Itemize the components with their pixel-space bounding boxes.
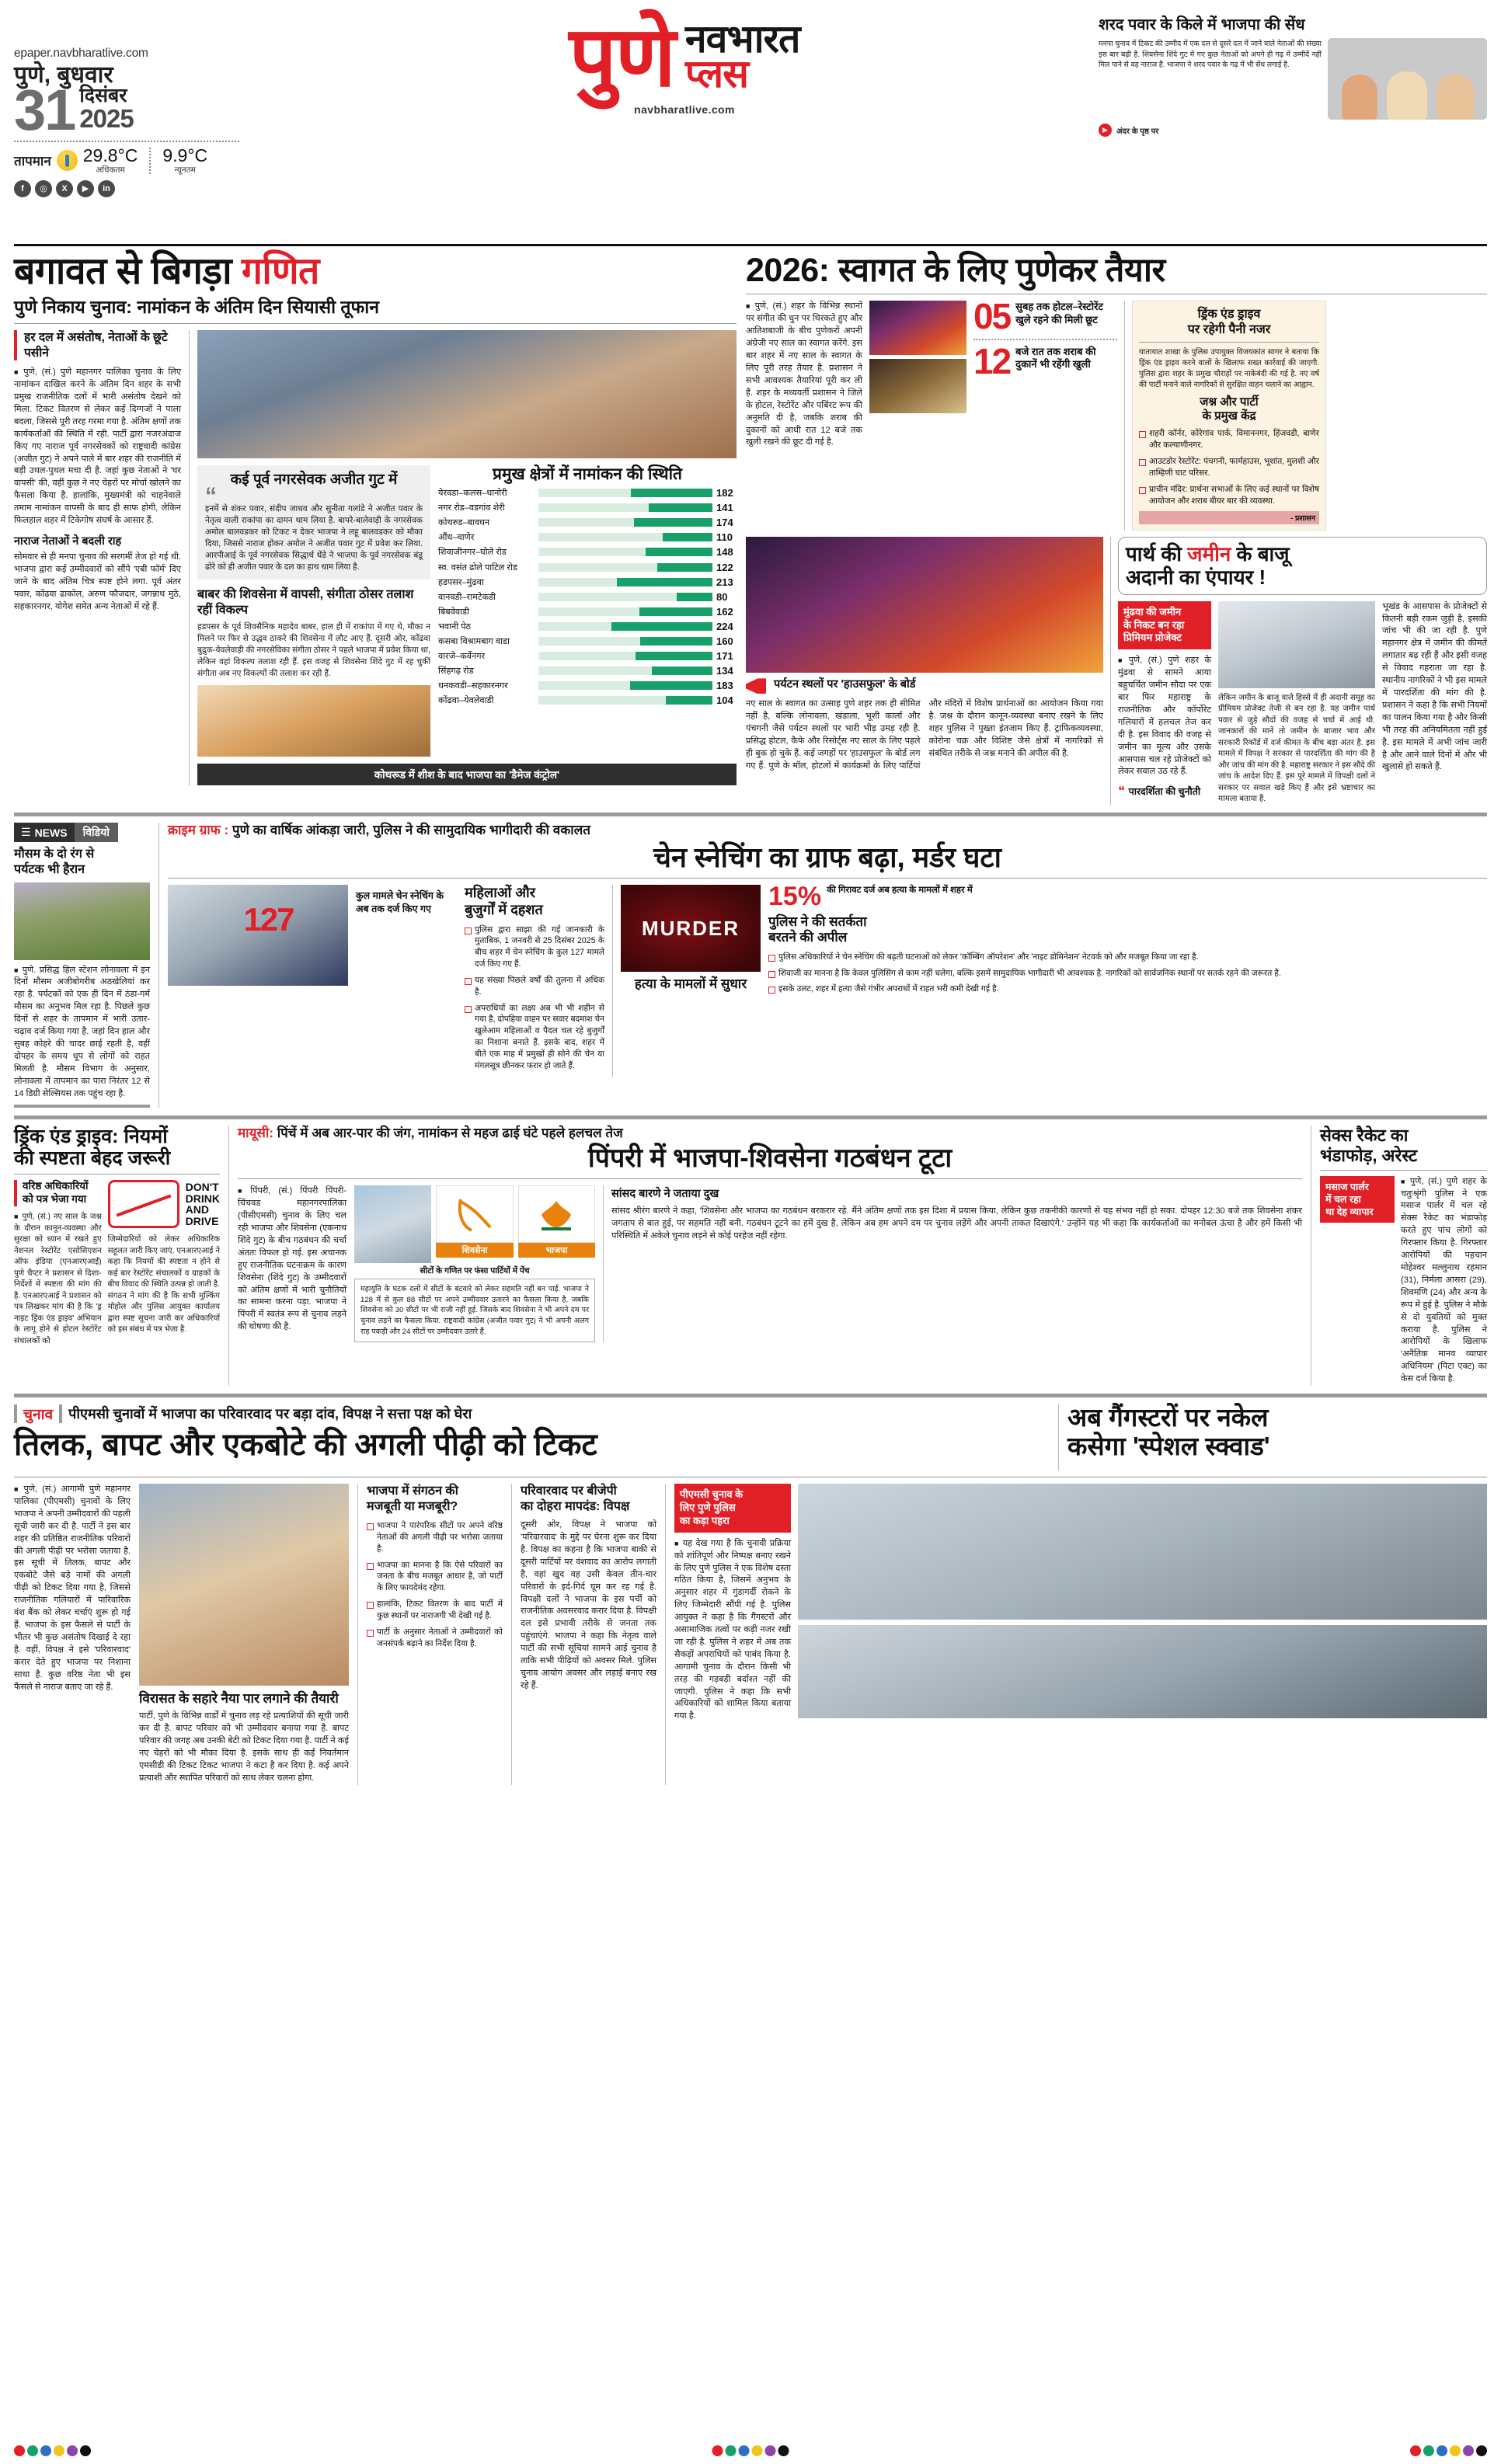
thermometer-icon (57, 150, 78, 171)
weather-story-head: मौसम के दो रंग से पर्यटक भी हैरान (14, 847, 95, 876)
lead-center-lower (746, 537, 1103, 805)
election-body1: ■ पुणे, (सं.) आगामी पुणे महानगर पालिका (पीएमसी) चुनावों के लिए भाजपा ने अपनी उम्मीदवारों की पहली सूची जारी कर दी है. पार्टी ने इस बार शहर की प्रतिष्ठित राजनीतिक परिवारों की अगली पीढ़ी पर भरोसा जताया है. इस सूची में तिलक, बापट और एकबोटे जैसे बड़े नामों की अगली पीढ़ी को टिकट दिया गया है, जिससे राजनीतिक गलियारों में पारिवारिक वंश बैंक को लेकर चर्चाएं शुरू हो गई हैं. भाजपा के इस फैसले से पार्टी के भीतर भी कुछ असंतोष दिखाई दे रहा है. वहीं, विपक्ष ने इसे 'परिवारवाद' करार देते हुए भाजपा पर निशाना साधा है. कुछ वरिष्ठ नेता भी इस फैसले से नाराज बताए जा रहे हैं. (14, 1484, 131, 1785)
chart-bar (677, 593, 712, 601)
chart-track (538, 637, 712, 646)
chart-bar (630, 681, 712, 690)
parth-tag-row (1118, 783, 1211, 799)
side2-head: परिवारवाद पर बीजेपी का दोहरा मापदंड: विपक्ष (521, 1484, 630, 1513)
chart-row (438, 680, 737, 691)
date-row (14, 78, 270, 143)
lead-center-photos (869, 301, 966, 531)
lead-left-kicker: हर दल में असंतोष, नेताओं के छूटे पसीने (14, 330, 181, 360)
logo-navbharat: नवभारत (684, 17, 800, 61)
legacy-body: पार्टी, पुणे के विभिन्न वार्डों में चुनाव लड़ रहे प्रत्याशियों की सूची जारी कर दी है. बापट परिवार को भी उम्मीदवार बनाया गया है. बापट परिवार की जगह अब उनकी बेटी को टिकट दिया गया है. पार्टी ने कई नए चेहरों को भी मौका दिया है. इसके साथ ही कई निवर्तमान एमसीडी की टिकट टिकट भाजपा ने कटा है कर दिया है. कई अपने प्रत्याशी और स्थापित परिवारों को साथ लेकर चलना होगा. (139, 1711, 349, 1783)
divider-vertical (149, 148, 151, 174)
crime-point: पुलिस अधिकारियों ने चेन स्नेचिंग की बढ़ती घटनाओं को लेकर 'कॉम्बिंग ऑपरेशन' और 'नाइट डोमिनेशन' नेटवर्क को और मजबूत किया जा रहा है. (768, 952, 1487, 963)
damage-control-banner: कोथरूड में शीश के बाद भाजपा का 'डैमेज कंट्रोल' (197, 764, 737, 785)
chart-row (438, 517, 737, 528)
chart-bar (666, 696, 712, 705)
chart-bar (646, 548, 712, 556)
chart-value: 162 (716, 605, 733, 618)
temp-min-value: 9.9°C (162, 145, 208, 165)
chart-value: 224 (716, 620, 733, 632)
mp-body: सांसद श्रीरंग बारणे ने कहा, 'शिवसेना और भाजपा का गठबंधन बरकरार रहे. मैंने अंतिम क्षणों तक इस दिशा में प्रयास किया, लेकिन कुछ तकनीकी कारणों से यह संभव नहीं हो सका. दोपहर 12:30 बजे तक शिवसेना शंकर जगताप से बात हुई, पर सहमति नहीं बनी. गठबंधन टूटने का हमें दुख है, लेकिन अब हम अपने दम पर चुनाव लड़ेंगे और अपनी ताकत दिखाएंगे.' उन्होंने यह भी कहा कि कार्यकर्ताओं का मनोबल ऊंचा है और हमें किसी भी परिस्थिति में अकेले चुनाव लड़ने से कोई परहेज नहीं रहेगा. (611, 1206, 1302, 1241)
pimpri-story (238, 1126, 1302, 1386)
chart-row (438, 665, 737, 677)
crime-point: इसके उलट, शहर में हत्या जैसे गंभीर अपराधों में राहत भरी कमी देखी गई है. (768, 983, 1487, 995)
chart-track (538, 563, 712, 572)
chart-bar (649, 503, 712, 512)
chart-category-label: औंध–वाणेर (438, 533, 475, 543)
drink-main-body2: जिम्मेदारियों को लेकर अधिकारिक सहूलत जारी किए जाएं. एनआरएआई ने कहा कि नियमों की स्पष्टता न होने से कई बार रेस्टोरेंट संचालकों व ग्राहकों के बीच विवाद की स्थिति उत्पन्न हो जाती है. संगठन ने मांग की है कि सभी मुल्किंग मोहोल और पुलिस आयुक्त कार्यालय द्वारा स्पष्ट सूचना जारी कर अधिकारियों को इस संबंध में पत्र भेजा है. (107, 1235, 220, 1335)
epaper-url[interactable]: epaper.navbharatlive.com (14, 47, 148, 60)
quote-box (197, 465, 430, 579)
pimpri-kicker-text: पिंचें में अब आर-पार की जंग, नामांकन से महज ढाई घंटे पहले हलचल तेज (273, 1126, 623, 1141)
lead-left-photo (197, 330, 737, 458)
temperature-max (83, 147, 138, 175)
parth-col2: लेकिन जमीन के बाजू वाले हिस्से में ही अदानी समूह का प्रीमियम प्रोजेक्ट तेजी से बन रहा है. यह जमीन पार्थ पवार से जुड़े सौदों की वजह से चर्चा में आई थी. जानकारों की मानें तो जमीन के बाजार भाव और सरकारी रिकॉर्ड में दर्ज कीमत के बीच बड़ा अंतर है. इस मामले में विपक्ष ने सरकार से पारदर्शिता की मांग की है और जांच की मांग की है. महाराष्ट्र सरकार ने इस सौदे की जांच के आदेश दिए हैं. इस पूरे मामले में विपक्षी दलों ने सरकार पर सवाल खड़े किए हैं और इसे भ्रष्टाचार का मामला बताया है. (1218, 693, 1375, 803)
chart-value: 182 (716, 487, 733, 499)
crime-points2 (768, 952, 1487, 995)
election-photo-col (139, 1484, 349, 1785)
chart-row (438, 487, 737, 499)
pimpri-kicker-red: मायूसी: (238, 1126, 273, 1141)
stat-12-number: 12 (973, 340, 1011, 381)
chart-value: 148 (716, 546, 733, 559)
chart-bar (617, 578, 712, 586)
lead-left-body1: ■ पुणे, (सं.) पुणे महानगर पालिका चुनाव के लिए नामांकन दाखिल करने के अंतिम दिन शहर के सभी प्रमुख राजनीतिक दलों में भारी असंतोष देखने को मिला. टिकट वितरण से लेकर कई दिग्गजों ने पाला बदला, जिससे पूरी तरह गरमा गया है. अंतिम क्षणों तक कार्यकर्ताओं की स्थिति में रही. पार्टी द्वारा नजरअंदाज किए गए नाराज पूर्व नगरसेवकों को राष्ट्रवादी कांग्रेस (अजीत गुट) ने अपने पाले में बार शहर की राजनीति में बड़ी उथल-पुथल मचा दी है. जहां कुछ नेताओं ने 'घर वापसी' की, वहीं कुछ ने नए चेहरों पर मोर्चा खोलने का फैसला किया है. हालांकि, मुख्यमंत्री को चाहनेवाले तमाम नामांकन वापसी के बाद ही साफ होगी, लेकिन फिलहाल शहर में टिकेगोष संघर्ष के आसार हैं. (14, 367, 181, 527)
chart-category-label: सिंहगढ़ रोड (438, 666, 474, 677)
crime-kicker-red: क्राइम ग्राफ : (168, 823, 229, 838)
drink-box-point: आउटडोर रेस्टोरेंट: पंचगनी, फार्महाउस, भूशांत, मुलशी और ताम्हिणी घाट परिसर. (1139, 456, 1319, 479)
chart-track (538, 696, 712, 705)
gangster-body: ■ यह देख गया है कि चुनावी प्रक्रिया को शांतिपूर्ण और निष्पक्ष बनाए रखने के लिए पुणे पुलिस ने एक विशेष दस्ता गठित किया है, जिसमें अनुभव के अनुसार शहर में गुंडागर्दी रोकने के लिए जिम्मेदारी सौंपी गई है. पुलिस आयुक्त ने कहा है कि गैंगस्टरों और असामाजिक तत्वों पर कड़ी नजर रखी जा रही है. पुलिस ने शहर में अब तक सैकड़ों अपराधियों को पाबंद किया है. आगामी चुनाव के दौरान किसी भी तरह की गड़बड़ी बर्दाश्त नहीं की जाएगी. पुलिस ने कहा कि सभी अधिकारियों को शामिल किया बताया गया है. (674, 1538, 791, 1724)
pimpri-mp-block (611, 1185, 1302, 1342)
chart-row (438, 502, 737, 513)
election-headline: तिलक, बापट और एकबोटे की अगली पीढ़ी को टिकट (14, 1428, 597, 1463)
pimpri-body1: ■ पिंपरी, (सं.) पिंपरी पिंपरी-चिंचवड महानगरपालिका (पीसीएमसी) चुनाव के लिए चल रही भाजपा और शिवसेना (एकनाथ शिंदे गुट) के बीच गठबंधन की चर्चा अंततः विफल हो गई. इस अचानक हुए राजनीतिक घटनाक्रम के कारण शिवसेना (शिंदे गुट) के उम्मीदवारों को अंतिम क्षणों में भारी चुनौतियों का सामना करना पड़ा. भाजपा ने पिंपरी में स्वतंत्र रूप से चुनाव लड़ने की घोषणा की है. (238, 1185, 347, 1342)
crime-kicker-text: पुणे का वार्षिक आंकड़ा जारी, पुलिस ने की सामुदायिक भागीदारी की वकालत (228, 823, 590, 838)
chart-category-label: कोंढवा–येवलेवाडी (438, 696, 494, 706)
chart-category-label: नगर रोड–वडगांव शेरी (438, 503, 505, 513)
parth-body: ■ पुणे, (सं.) पुणे शहर के मुंढवा से सामने आया बहुचर्चित जमीन सौदा पर एक बार फिर महाराष्ट्र के राजनीतिक और कॉर्पोरेट गलियारों में हलचल तेज कर दी है. इस विवाद की वजह से जमीन का मूल्य और उसके आसपास चल रहे प्रोजेक्टों को लेकर सवाल उठ रहे हैं. (1118, 655, 1211, 778)
chart-row (438, 591, 737, 603)
parth-headline2: अदानी का एंपायर ! (1126, 565, 1266, 589)
chart-value: 104 (716, 694, 733, 707)
chart-bar (634, 518, 712, 527)
no-drink-drive-icon (108, 1180, 179, 1228)
stat-05-number: 05 (973, 296, 1011, 337)
crime-point: पुलिस द्वारा साझा की गई जानकारी के मुताबिक, 1 जनवरी से 25 दिसंबर 2025 के बीच शहर में चेन स्नेचिंग के कुल 127 मामले दर्ज किए गए हैं. (465, 924, 604, 970)
chart-value: 171 (716, 650, 733, 663)
party-bjp (518, 1185, 595, 1263)
murder-photo: MURDER (621, 885, 761, 972)
quote-col (197, 465, 430, 757)
drink-main-headline: ड्रिंक एंड ड्राइव: नियमों की स्पष्टता बेहद जरूरी (14, 1126, 171, 1170)
crime-headline: चेन स्नेचिंग का ग्राफ बढ़ा, मर्डर घटा (653, 840, 1001, 873)
chart-bar (631, 489, 712, 497)
news-label: NEWS (34, 826, 68, 839)
drink-drive-box (1132, 301, 1326, 531)
election-tag: चुनाव (23, 1407, 54, 1424)
chart-row (438, 650, 737, 662)
stat-05-text: सुबह तक होटल–रेस्टोरेंट खुले रहने की मिली छूट (1015, 301, 1103, 325)
lotus-icon (537, 1196, 576, 1232)
section-middle (14, 1126, 1487, 1386)
arrow-right-icon: ▶ (1099, 124, 1112, 137)
chart-track (538, 533, 712, 541)
party-name-shivsena: शिवसेना (436, 1243, 513, 1258)
chart-track (538, 489, 712, 497)
chart-category-label: शिवाजीनगर–घोले रोड (438, 548, 507, 558)
gangster-headline: अब गैंगस्टरों पर नकेल कसेगा 'स्पेशल स्क्वाड' (1067, 1403, 1270, 1460)
enrollment-chart (438, 465, 737, 757)
drink-box-point: प्राचीन मंदिर: प्रार्थना सभाओं के लिए कई स्थानों पर विशेष आयोजन और शराब बीयर बार की व्यवस्था. (1139, 484, 1319, 507)
temperature-min (162, 147, 207, 175)
chart-category-label: कसबा विश्रामबाग वाडा (438, 637, 510, 647)
party-name-bjp: भाजपा (518, 1243, 595, 1258)
lead-left-subhead: पुणे निकाय चुनाव: नामांकन के अंतिम दिन सियासी तूफान (14, 296, 379, 317)
drink-main-story (14, 1126, 220, 1386)
chart-row (438, 606, 737, 618)
midleft-b2: हडपसर के पूर्व शिवसैनिक महादेव बाबर, हाल ही में राकांपा में गए थे, मौका न मिलने पर फिर से उद्धव ठाकरे की शिवसेना में लौट आए हैं. दूसरी ओर, कोंढवा बुद्रुक-येवलेवाड़ी की नगरसेविका संगीता ठोसर ने पहले भाजपा में प्रवेश किया था, लेकिन वहां विकल्प तलाश रही हैं. इस वजह से शिवसेना शिंदे गुट में रह चुकीं संगीता अब नए विकल्पों की तलाश कर रही हैं. (197, 621, 430, 678)
side1-points (367, 1520, 503, 1649)
stat-15-text: की गिरावट दर्ज अब हत्या के मामलों में शहर में (827, 886, 973, 896)
chart-rows (438, 487, 737, 706)
drink-box-title: ड्रिंक एंड ड्राइव पर रहेगी पैनी नजर (1187, 308, 1271, 336)
chart-track (538, 593, 712, 601)
election-point: हालांकि, टिकट वितरण के बाद पार्टी में कुछ स्थानों पर नाराजगी भी देखी गई है. (367, 1599, 503, 1622)
lead-center-stats (973, 296, 1117, 531)
chart-category-label: हडपसर–मुंढवा (438, 577, 484, 587)
lead-center-headline: 2026: स्वागत के लिए पुणेकर तैयार (746, 252, 1165, 289)
gangster-story (674, 1484, 1487, 1785)
headline-part-black: बगावत से बिगड़ा (14, 251, 242, 292)
pimpri-kicker (238, 1126, 1302, 1141)
megaphone-icon (746, 678, 768, 694)
stat-12-text: बजे रात तक शराब की दुकानें भी रहेंगी खुली (1015, 345, 1096, 371)
chart-row (438, 531, 737, 543)
drink-main-sub: वरिष्ठ अधिकारियों को पत्र भेजा गया ■ पुणे, (सं.) नए साल के जश्न के दौरान कानून-व्यवस्था और सुरक्षा को ध्यान में रखते हुए नेशनल रेस्टोरेंट एसोसिएशन ऑफ इंडिया (एनआरएआई) पुणे चैप्टर ने प्रशासन से दिशा-निर्देशों में स्पष्टता की मांग की है. एनआरएआई ने प्रशासन को पत्र लिखकर मांग की है कि 'ड्र नाइट ड्रिंक एंड ड्राइव' अभियान के लागू होने से होटल रेस्टोरेंट संचालकों को (14, 1180, 102, 1347)
date-day: 31 (14, 78, 75, 143)
drink-box-h2: जश्न और पार्टी के प्रमुख केंद्र (1200, 395, 1259, 423)
chart-title: प्रमुख क्षेत्रों में नामांकन की स्थिति (493, 465, 682, 484)
pimpri-caption: सीटों के गणित पर फंसा पार्टियों में पेंच (420, 1266, 530, 1276)
drink-box-body: यातायात शाखा के पुलिस उपायुक्त विजयकांत सागर ने बताया कि ड्रिंक एंड ड्राइव करने वालों के खिलाफ सख्त कार्रवाई की जाएगी. पुलिस द्वारा शहर के प्रमुख चौराहों पर नाकेबंदी की गई है. नए वर्ष की पार्टी मनाने वाले नागरिकों से सुरक्षित वाहन चलाने का आह्वान. (1139, 347, 1319, 389)
murder-stat-block (768, 882, 1487, 1076)
masthead (14, 11, 1487, 244)
gangster-photo-col (798, 1484, 1487, 1723)
stat-15-number: 15% (768, 882, 822, 912)
masthead-promo[interactable] (1099, 11, 1487, 137)
temperature-label: तापमान (14, 154, 51, 169)
chart-track (538, 622, 712, 631)
stat-127-text-block (356, 885, 457, 1076)
parth-story (1118, 537, 1487, 805)
chart-bar (663, 533, 712, 541)
bow-arrow-icon (454, 1196, 495, 1232)
chart-track (538, 503, 712, 512)
chart-bar (652, 666, 712, 675)
chart-row (438, 694, 737, 706)
quote-body: इनमें से शंकर पवार, संदीप जाधव और सुनीता गलांडे ने अजीत पवार के नेतृत्व वाली राकांपा का दामन थाम लिया है. बापरे-बालेवाड़ी के नगरसेवक अमोल बालवडकर को टिकट न देकर भाजपा ने लहू बालवडकर को मौका दिया, जिससे नाराज होकर अमोल ने अजीत पवार गुट में प्रवेश कर लिया. आरपीआई के पूर्व नगरसेवक सिद्धार्थ धेंडे ने भाजपा के पूर्व नगरसेवक बंडू ढोरे को ही अजीत पवार के दल का हाथ थाम लिया है. (205, 504, 423, 572)
pimpri-photo (354, 1185, 431, 1263)
social-links[interactable] (14, 180, 270, 197)
pimpri-headline: पिंपरी में भाजपा-शिवसेना गठबंधन टूटा (587, 1143, 952, 1173)
temp-max-label: अधिकतम (96, 165, 125, 175)
chart-category-label: भवानी पेठ (438, 621, 472, 632)
election-point: भाजपा ने पारंपरिक सीटों पर अपने वरिष्ठ नेताओं की अगली पीढ़ी पर भरोसा जताया है. (367, 1520, 503, 1554)
chart-category-label: वारजे–कर्वेनगर (438, 652, 486, 662)
chart-bar (657, 563, 712, 572)
parth-headline: पार्थ की जमीन के बाजू (1126, 542, 1290, 566)
linkedin-icon[interactable]: in (98, 180, 115, 197)
election-point: पार्टी के अनुसार नेताओं ने उम्मीदवारों को जनसंपर्क बढ़ाने का निर्देश दिया है. (367, 1627, 503, 1650)
sex-racket-story (1320, 1126, 1487, 1386)
instagram-icon[interactable]: ◎ (35, 180, 52, 197)
chart-value: 110 (716, 531, 733, 544)
chart-track (538, 607, 712, 616)
chart-track (538, 681, 712, 690)
sex-racket-body: ■ पुणे, (सं.) पुणे शहर के चतुःश्रृंगी पुलिस ने एक मसाज पार्लर में चल रहे सेक्स रैकेट का भंडाफोड़ करते हुए पांच लोगों को गिरफ्तार किया है. गिरफ्तार आरोपियों की पहचान मोहेश्वर मल्लुनाथ रहमान (31), निर्मला आसरा (29), शिवमणि (24) और अन्य के रूप में हुई है. पुलिस ने मौके से दो युवतियों को मुक्त कराया है. पुलिस ने आरोपियों के खिलाफ 'अनैतिक मानव व्यापार अधिनियम' (पिटा एक्ट) का केस दर्ज किया है. (1401, 1176, 1487, 1386)
murder-head: हत्या के मामलों में सुधार (634, 976, 747, 992)
election-photo (139, 1484, 349, 1686)
chart-category-label: वानवडी–रामटेकडी (438, 592, 496, 602)
quote-headline: कई पूर्व नगरसेवक अजीत गुट में (230, 472, 398, 489)
parth-photo-col (1218, 601, 1375, 806)
chart-row (438, 621, 737, 632)
election-side2 (521, 1484, 656, 1785)
chart-track (538, 666, 712, 675)
registration-dots-right (1410, 2445, 1487, 2456)
temp-min-label: न्यूनतम (174, 165, 196, 175)
weather-body: ■ पुणे. प्रसिद्ध हिल स्टेशन लोनावला में इन दिनों मौसम अजीबोगरीब अठखेलियां कर रहा है. पर्यटकों को एक ही दिन में ठंडा-गर्म मौसम का अनुभव मिल रहा है. पिछले कुछ दिनों से शहर के तापमान में भारी उतार-चढ़ाव दर्ज किया गया है. जहां दिन हाल और सुबह कोहरे की चादर छाई रहती है, वहीं दोपहर के समय धूप से लोगों को राहत मिलती है. मौसम विभाग के अनुसार, लोनावला में तापमान का पारा निरंतर 12 से 14 डिग्री सेल्सियस तक पहुंच रहा है. (14, 965, 150, 1101)
chart-row (438, 635, 737, 647)
lead-left-photo-col (197, 330, 737, 785)
stat-127-text: कुल मामले चेन स्नेचिंग के अब तक दर्ज किए गए (356, 890, 444, 914)
chart-track (538, 578, 712, 586)
houseful-body: नए साल के स्वागत का उत्साह पुणे शहर तक ही सीमित नहीं है, बल्कि लोनावला, खंडाला, भूशी कार्ला और पंचगनी जैसे पर्यटन स्थलों पर भारी भीड़ उमड़ रही है. प्रसिद्ध होटल, कैफे और रिसोर्ट्स नए साल के लिए पहले ही बुक हो चुके हैं. कई जगहों पर 'हाउसफुल' के बोर्ड लग गए हैं. पुणे के मॉल, होटलों में कार्यक्रमों के लिए पार्टियां और मंदिरों में विशेष प्रार्थनाओं का आयोजन किया गया है. जश्न के दौरान कानून-व्यवस्था बनाए रखने के लिए शहर पुलिस ने पुख्ता इंतजाम किए हैं. ट्राफिकव्यवस्था, कोरोना चक्र और विशिष्ट जैसे क्षेत्रों में नागरिकों से संबंधित तरीके से जश्न मनाने की अपील की है. (746, 699, 1103, 771)
chart-value: 122 (716, 561, 733, 573)
drink-box-point: शहरी कॉर्नर, कोरेगांव पार्क, विमाननगर, हिंजवडी, बाणेर और कल्याणीनगर. (1139, 428, 1319, 451)
gangster-photo (798, 1484, 1487, 1620)
promo-footer-text: अंदर के पृष्ठ पर (1116, 127, 1159, 136)
logo-pune: पुणे (569, 9, 674, 103)
chart-value: 183 (716, 680, 733, 692)
drink-box-sign: - प्रशासन (1139, 511, 1319, 524)
chart-category-label: स्व. वसंत ढोले पाटिल रोड (438, 562, 517, 572)
temp-max-value: 29.8°C (82, 145, 138, 165)
chart-category-label: बिबवेवाडी (438, 607, 469, 617)
newyear-photo (746, 537, 1103, 673)
chart-bar (639, 607, 712, 616)
section-lead (14, 252, 1487, 805)
facebook-icon[interactable]: f (14, 180, 31, 197)
election-point: भाजपा का मानना है कि ऐसे परिवारों का जनता के बीच मजबूत आधार है, जो पार्टी के लिए फायदेमंद रहेगा. (367, 1560, 503, 1594)
chart-row (438, 546, 737, 558)
crime-point: शिवाजी का मानना है कि केवल पुलिसिंग से काम नहीं चलेगा, बल्कि इसमें सामुदायिक भागीदारी भी आवश्यक है. नागरिकों को सार्वजनिक स्थानों पर सतर्क रहने की जरूरत है. (768, 968, 1487, 980)
chart-track (538, 548, 712, 556)
chart-bar (640, 637, 712, 646)
chart-value: 80 (716, 590, 728, 603)
lead-left-col1 (14, 330, 181, 785)
chart-value: 213 (716, 576, 733, 588)
weather-photo (14, 882, 150, 960)
date-year: 2025 (79, 104, 134, 133)
side2-body: दूसरी ओर, विपक्ष ने भाजपा को 'परिवारवाद' के मुद्दे पर घेरना शुरू कर दिया है. विपक्ष का कहना है कि भाजपा बाकी से दूसरी पार्टियों पर वंशवाद का आरोप लगाती है, वहां खुद वह उसी केवल तीन-चार परिवारों के इर्द-गिर्द घूम कर रह गई है. विपक्षी दलों ने भाजपा के इस पर्ची को राजनीतिक अवसरवाद करार दिया है. विपक्षी दल इसे प्रभावी तरीके से जनता तक पहुंचाएंगे. भाजपा ने कहा कि नेतृत्व वाले पार्टी की सभी सूचियां सामने आई चुनाव है ताकि सभी पीढ़ियों को अवसर मिले. पुलिस चुनाव आयोग अवसर और लड़ाई बनाए रख रहे हैं. (521, 1520, 656, 1690)
quote-icon: ❝ (1118, 785, 1125, 799)
chart-category-label: धनकवडी–सहकारनगर (438, 681, 508, 691)
party-shivsena (436, 1185, 513, 1263)
chart-value: 174 (716, 517, 733, 529)
lead-left-column (14, 252, 737, 805)
drink-main-body1: ■ पुणे, (सं.) नए साल के जश्न के दौरान कानून-व्यवस्था और सुरक्षा को ध्यान में रखते हुए नेशनल रेस्टोरेंट एसोसिएशन ऑफ इंडिया (एनआरएआई) पुणे चैप्टर ने प्रशासन से दिशा-निर्देशों में स्पष्टता की मांग की है. एनआरएआई ने प्रशासन को पत्र लिखकर मांग की है कि 'ड्र नाइट ड्रिंक एंड ड्राइव' अभियान के लागू होने से होटल रेस्टोरेंट संचालकों को (14, 1212, 102, 1347)
date-month: दिसंबर (79, 85, 127, 106)
lead-left-headline (14, 252, 737, 292)
parth-tag: पारदर्शिता की चुनौती (1128, 785, 1201, 797)
promo-footer[interactable] (1099, 124, 1487, 137)
dd-sign-text: DON'T DRINK AND DRIVE (185, 1181, 220, 1228)
crime-sub2: पुलिस ने की सतर्कता बरतने की अपील (768, 914, 867, 945)
masthead-logo (270, 11, 1099, 116)
quote-mark-icon: “ (205, 483, 217, 510)
chart-row (438, 562, 737, 573)
stat-127-number: 127 (243, 901, 294, 938)
news-badge-row[interactable] (14, 823, 150, 842)
lead-right-column (746, 252, 1487, 805)
chart-row (438, 576, 737, 588)
temperature-row (14, 147, 270, 175)
sex-racket-headline: सेक्स रैकेट का भंडाफोड़, अरेस्ट (1320, 1126, 1418, 1165)
headline-part-red: गणित (241, 251, 319, 292)
website-url[interactable]: navbharatlive.com (634, 103, 735, 116)
election-side1 (367, 1484, 503, 1785)
chart-category-label: कोथरुड–बावधन (438, 518, 490, 528)
crime-graph-story (168, 823, 1487, 1108)
crime-kicker (168, 823, 1487, 838)
side1-head: भाजपा में संगठन की मजबूती या मजबूरी? (367, 1484, 458, 1513)
news-badge[interactable] (14, 823, 75, 842)
crime-point: यह संख्या पिछले वर्षों की तुलना में अधिक है. (465, 975, 604, 998)
hamburger-icon: ☰ (21, 826, 31, 839)
parth-sub: मुंढवा की जमीन के निकट बन रहा प्रिमियम प्रोजेक्ट ■ पुणे, (सं.) पुणे शहर के मुंढवा से सामने आया बहुचर्चित जमीन सौदा पर एक बार फिर महाराष्ट्र के राजनीतिक और कॉर्पोरेट गलियारों में हलचल तेज कर दी है. इस विवाद की वजह से जमीन का मूल्य और उसके आसपास चल रहे प्रोजेक्टों को लेकर सवाल उठ रहे हैं. ❝ पारदर्शिता की चुनौती (1118, 601, 1211, 806)
masthead-left (14, 11, 270, 197)
promo-title: शरद पवार के किले में भाजपा की सेंध (1099, 16, 1305, 33)
mp-head: सांसद बारणे ने जताया दुख (611, 1188, 719, 1201)
chart-track (538, 652, 712, 660)
youtube-icon[interactable]: ▶ (77, 180, 94, 197)
logo-plus: प्लस (684, 52, 748, 96)
crime-point: अपराधियों का लक्ष्य अब भी भी शहीन से गया है, दोपहिया वाहन पर सवार बदमाश चेन खुलेआम महिलाओं व पैदल चल रहे बुजुर्गों का निशाना बनाते हैं. इसके बाद, शहर में बीते एक माह में प्रमुखों ही सोने की चेन या मंगलसूत्र छीनकर फरार हो जाते हैं. (465, 1003, 604, 1072)
registration-dots-center (712, 2445, 789, 2456)
gangster-sub: पीएमसी चुनाव के लिए पुणे पुलिस का कड़ा पहरा (674, 1484, 791, 1533)
police-officer-photo (798, 1625, 1487, 1718)
legacy-head: विरासत के सहारे नैया पार लगाने की तैयारी (139, 1691, 339, 1707)
chart-category-label: येरवडा–कलस–धानोरी (438, 489, 507, 499)
parth-box (1118, 537, 1487, 594)
video-badge[interactable]: विडियो (75, 823, 118, 842)
lead-left-sub2: नाराज नेताओं ने बदली राह (14, 535, 122, 548)
midleft-h2: बाबर की शिवसेना में वापसी, संगीता ठोसर तलाश रहीं विकल्प (197, 588, 414, 617)
chart-value: 134 (716, 665, 733, 677)
chart-bar (636, 652, 712, 660)
chain-snatching-photo-block (168, 885, 348, 1076)
promo-body: मनपा चुनाव में टिकट की उम्मीद में एक दल से दूसरे दल में जाने वाले नेताओं की संख्या इस बार बढ़ी है. शिवसेना शिंदे गुट में गए कुछ नेताओं को अपने ही गढ़ में उम्मीदें नहीं मिल पाने से वह नाराज हैं. भाजपा ने शरद पवार के गढ़ में भी सेंध लगाई है. (1099, 39, 1322, 68)
parth-col3: भूखंड के आसपास के प्रोजेक्टों से कितनी बड़ी रकम जुड़ी है, इसकी जांच भी की जा रही है. पुणे महानगर क्षेत्र में जमीन की कीमतें लगातार बढ़ रही हैं और इसी वजह से विवाद गहराता जा रहा है. स्थानीय नागरिकों ने भी इस मामले में पारदर्शिता की मांग की है. प्रशासन ने कहा है कि सभी नियमों का पालन किया गया है और किसी भी तरह की अनियमितता नहीं हुई है. इस मामले में अभी जांच जारी है और आने वाले दिनों में और भी खुलासे हो सकते हैं. (1382, 601, 1487, 772)
midleft-illustration (197, 685, 430, 757)
section-election-body (14, 1484, 1487, 1785)
houseful-head: पर्यटन स्थलों पर 'हाउसफुल' के बोर्ड (774, 678, 916, 691)
lead-center-body1: ■ पुणे, (सं.) शहर के विभिन्न स्थानों पर संगीत की धुन पर थिरकते हुए और आतिशबाजी के बीच पुणेकरों अपनी अंग्रेजी नए साल का स्वागत करेंगे. इस बार शहर में नए साल के स्वागत के लिए पूरी तरह तैयार है. प्रशासन ने सभी आवश्यक तैयारियां पूरी कर ली हैं. शहर के मध्यवर्ती प्रशासन ने जिले के होटल, रेस्टोरेंट और पबिंरट रूप की अनुमति दी है, जबकि शराब की दुकानों को आधी रात 12 बजे तक खुली रखने की छूट दी गई है. (746, 301, 862, 531)
pimpri-visual (354, 1185, 595, 1342)
section-crime (14, 823, 1487, 1108)
sex-racket-tags: मसाज पार्लर में चल रहा था देह व्यापार (1320, 1176, 1395, 1223)
pimpri-note: महायुति के घटक दलों में सीटों के बंटवारे को लेकर सहमति नहीं बन पाई. भाजपा ने 128 में से कुल 88 सीटों पर अपने उम्मीदवार उतारने का फैसला किया है, जबकि शिवसेना को 30 सीटों पर भी राजी नहीं हुई. जिसके बाद शिवसेना ने भी अपने दम पर चुनाव लड़ने का फैसला किया. राष्ट्रवादी कांग्रेस (अजीत पवार गुट) ने भी अपनी अलग राह पकड़ी और 24 सीटों पर उम्मीदवार उतारे हैं. (354, 1279, 595, 1342)
chart-bar (611, 622, 712, 631)
crime-points (465, 924, 604, 1072)
crime-women-block (465, 885, 604, 1076)
drink-main-sign-col (108, 1180, 220, 1347)
masthead-rule (14, 244, 1487, 246)
chart-value: 141 (716, 502, 733, 514)
chart-value: 160 (716, 635, 733, 648)
city-and-day: पुणे, बुधवार (14, 62, 113, 88)
lead-left-body2: सोमवार से ही मनपा चुनाव की सरगर्मी तेज हो गई थी. भाजपा द्वारा कई उम्मीदवारों को सौंपे 'एबी फॉर्म' दिए जाने के बाद अंतिम चित्र स्पष्ट होने लगा. पूर्व अंतर पवार, कोंढवा ढाकोल, अरुण फौजदार, जगन्नाथ मुठे, सहकारनगर, योगेश समेत अन्य नेताओं में रहे हैं. (14, 552, 181, 611)
murder-block (621, 885, 761, 1076)
news-video-strip (14, 823, 150, 1108)
drink-box-points (1139, 428, 1319, 506)
x-twitter-icon[interactable]: X (56, 180, 73, 197)
registration-dots-left (14, 2445, 91, 2456)
chain-snatching-photo (168, 885, 348, 986)
section-election-header (14, 1404, 1487, 1470)
chart-track (538, 518, 712, 527)
parth-photo (1218, 601, 1375, 688)
election-kicker: पीएमसी चुनावों में भाजपा का परिवारवाद पर बड़ा दांव, विपक्ष ने सत्ता पक्ष को घेरा (68, 1406, 472, 1422)
promo-photo (1328, 38, 1487, 120)
crime-sub-a: महिलाओं और बुजुर्गों में दहशत (465, 885, 543, 918)
